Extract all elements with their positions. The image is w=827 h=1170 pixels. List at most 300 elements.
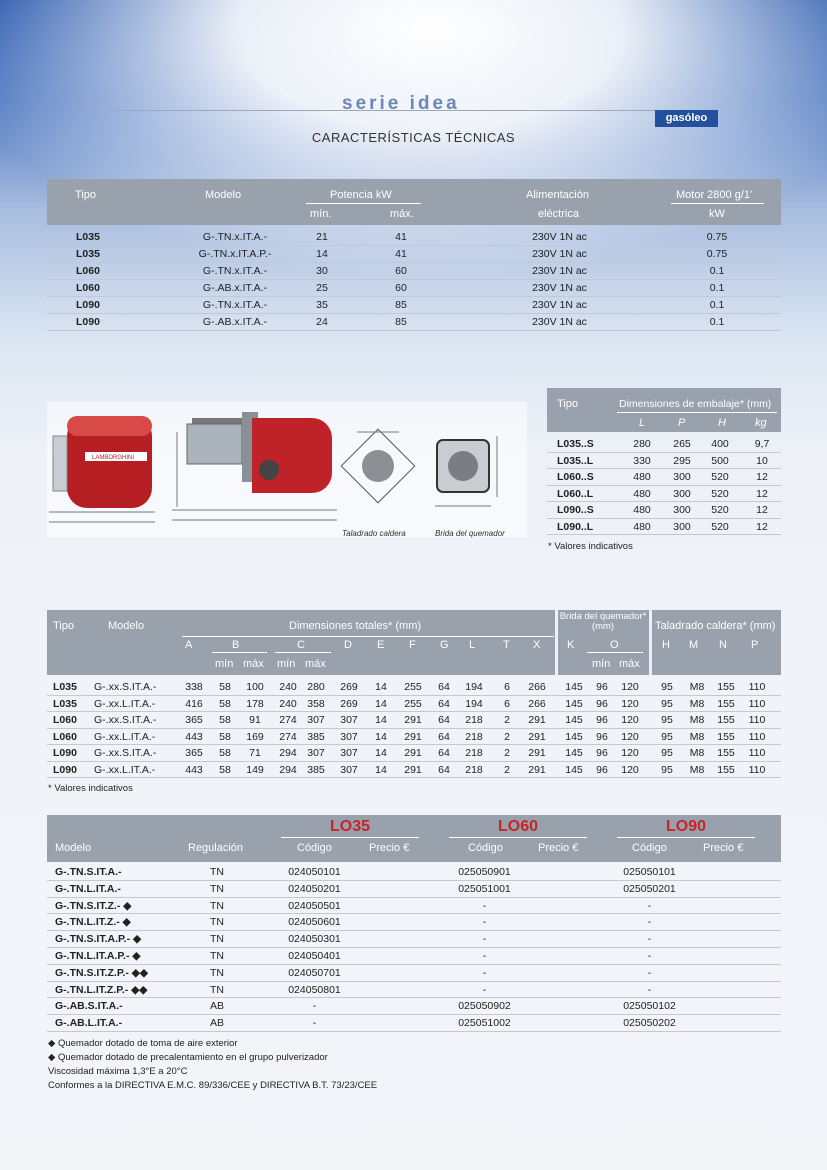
cell-kg: 12	[756, 471, 768, 483]
cell-c35: -	[312, 1017, 317, 1030]
cell-a: 338	[185, 681, 203, 693]
cell-kg: 10	[756, 454, 768, 467]
cell-kg: 12	[756, 487, 768, 500]
cell-p: 110	[748, 763, 766, 776]
cell-bmax: 149	[246, 763, 264, 776]
cell-cmin: 294	[279, 747, 297, 759]
cell-modelo: G-.TN.L.IT.A.-	[55, 882, 121, 895]
cell-modelo: G-.TN.L.IT.Z.- ◆	[55, 916, 131, 929]
cell-d: 307	[340, 763, 358, 776]
cell-c60: -	[482, 950, 487, 962]
cell-cmax: 385	[307, 763, 325, 776]
cell-c60: 025051002	[458, 1017, 511, 1030]
th-modelo: Modelo	[205, 189, 242, 201]
cell-p: 300	[673, 520, 691, 533]
th3-p: P	[751, 639, 759, 651]
cell-bmax: 71	[249, 747, 261, 759]
cell-c60: -	[482, 983, 487, 996]
cell-e: 14	[375, 681, 387, 693]
cell-c90: 025050201	[623, 882, 676, 895]
cell-alim: 230V 1N ac	[532, 299, 587, 311]
cell-modelo: G-.TN.S.IT.A.-	[55, 866, 122, 878]
cell-h: 520	[711, 504, 729, 516]
cell-modelo: G-.xx.L.IT.A.-	[94, 697, 156, 710]
footnote-2: ◆ Quemador dotado de precalentamiento en el grupo pulverizador	[48, 1052, 328, 1063]
th2-tipo: Tipo	[557, 398, 578, 410]
th2-kg: kg	[755, 417, 767, 429]
cell-tipo: L035..L	[557, 454, 594, 467]
cell-modelo: G-.TN.L.IT.A.P.- ◆	[55, 950, 141, 962]
cell-tipo: L060..S	[557, 471, 594, 483]
cell-reg: TN	[210, 983, 224, 996]
cell-min: 25	[316, 282, 328, 294]
footnote-3: Viscosidad máxima 1,3°E a 20°C	[48, 1066, 188, 1077]
cell-m: M8	[689, 714, 705, 726]
cell-h: 95	[661, 747, 673, 759]
fuel-badge: gasóleo	[655, 110, 718, 127]
cell-c60: 025050901	[458, 866, 511, 878]
table-row	[547, 436, 781, 453]
cell-kg: 12	[756, 504, 768, 516]
cell-tipo: L035..S	[557, 438, 594, 450]
cell-motor: 0.1	[709, 282, 725, 294]
cell-omax: 120	[621, 747, 639, 759]
cell-omin: 96	[596, 697, 608, 710]
cell-min: 30	[316, 265, 328, 277]
cell-c60: -	[482, 966, 487, 979]
cell-modelo: G-.TN.x.IT.A.-	[202, 231, 268, 243]
cell-tipo: L060	[53, 714, 77, 726]
cell-min: 21	[316, 231, 328, 243]
cell-g: 64	[438, 730, 450, 743]
cell-tipo: L060	[76, 265, 100, 277]
th4-codigo-35: Código	[297, 842, 332, 854]
cell-modelo: G-.xx.L.IT.A.-	[94, 730, 156, 743]
cell-c35: 024050801	[288, 983, 341, 996]
cell-e: 14	[375, 763, 387, 776]
cell-omax: 120	[621, 730, 639, 743]
cell-l: 194	[465, 681, 483, 693]
th3-x: X	[533, 639, 541, 651]
table-row	[47, 246, 781, 263]
cell-a: 365	[185, 747, 203, 759]
cell-modelo: G-.xx.S.IT.A.-	[94, 681, 157, 693]
cell-x: 266	[528, 681, 546, 693]
table-row	[47, 982, 781, 999]
cell-kg: 9,7	[754, 438, 770, 450]
cell-tipo: L090..S	[557, 504, 594, 516]
cell-h: 520	[711, 487, 729, 500]
cell-omin: 96	[596, 763, 608, 776]
model-lo90: LO90	[665, 818, 706, 835]
cell-c60: -	[482, 916, 487, 929]
cell-d: 269	[340, 681, 358, 693]
cell-bmin: 58	[219, 697, 231, 710]
cell-d: 307	[340, 747, 358, 759]
table4-header	[47, 815, 781, 862]
model-lo35: LO35	[329, 818, 370, 835]
cell-omax: 120	[621, 681, 639, 693]
cell-c60: -	[482, 933, 487, 946]
cell-reg: AB	[209, 1017, 224, 1030]
table-row	[47, 965, 781, 982]
cell-modelo: G-.TN.S.IT.A.P.- ◆	[55, 933, 142, 946]
table-row	[47, 712, 781, 729]
th4-regulacion: Regulación	[188, 842, 244, 854]
cell-a: 443	[185, 763, 203, 776]
cell-omin: 96	[596, 747, 608, 759]
cell-modelo: G-.TN.L.IT.Z.P.- ◆◆	[55, 983, 148, 996]
cell-modelo: G-.AB.S.IT.A.-	[55, 1000, 123, 1013]
cell-p: 300	[673, 471, 691, 483]
cell-l: 280	[633, 438, 651, 450]
table-row	[47, 1015, 781, 1032]
cell-omin: 96	[596, 730, 608, 743]
cell-e: 14	[375, 714, 387, 726]
cell-cmin: 274	[279, 730, 297, 743]
cell-tipo: L090	[76, 316, 100, 328]
table-row	[47, 229, 781, 246]
cell-cmax: 385	[307, 730, 325, 743]
table-row	[47, 931, 781, 948]
th3-minmax: máx	[619, 658, 640, 670]
table-row	[547, 453, 781, 470]
cell-d: 307	[340, 730, 358, 743]
cell-tipo: L090..L	[557, 520, 594, 533]
cell-m: M8	[689, 730, 705, 743]
cell-k: 145	[565, 697, 583, 710]
cell-m: M8	[689, 697, 705, 710]
cell-c35: 024050701	[288, 966, 341, 979]
cell-modelo: G-.xx.S.IT.A.-	[94, 714, 157, 726]
cell-c60: 025051001	[458, 882, 511, 895]
cell-tipo: L090	[53, 747, 77, 759]
cell-f: 291	[404, 747, 422, 759]
cell-alim: 230V 1N ac	[532, 316, 587, 328]
th3-brida: Brida del quemador* (mm)	[559, 611, 647, 632]
cell-alim: 230V 1N ac	[532, 282, 587, 294]
cell-g: 64	[438, 681, 450, 693]
cell-c90: 025050101	[623, 866, 676, 878]
th3-tipo: Tipo	[53, 620, 74, 632]
cell-p: 110	[748, 697, 766, 710]
cell-min: 35	[316, 299, 328, 311]
th3-k: K	[567, 639, 575, 651]
cell-h: 95	[661, 697, 673, 710]
table2-note: * Valores indicativos	[548, 541, 633, 552]
cell-reg: TN	[210, 882, 224, 895]
cell-bmax: 178	[246, 697, 264, 710]
th-alimentacion: Alimentación	[526, 189, 589, 201]
cell-alim: 230V 1N ac	[532, 248, 587, 260]
cell-l: 480	[633, 504, 651, 516]
th3-dimensiones: Dimensiones totales* (mm)	[289, 620, 422, 632]
cell-tipo: L035	[53, 681, 77, 693]
th2-h: H	[718, 417, 726, 429]
cell-modelo: G-.xx.L.IT.A.-	[94, 763, 156, 776]
cell-g: 64	[438, 763, 450, 776]
cell-cmax: 307	[307, 714, 325, 726]
footnote-4: Conformes a la DIRECTIVA E.M.C. 89/336/CEE y DIRECTIVA B.T. 73/23/CEE	[48, 1080, 378, 1091]
cell-t: 2	[504, 763, 510, 776]
cell-reg: TN	[210, 966, 224, 979]
table-row	[547, 519, 781, 536]
table-row	[47, 864, 781, 881]
cell-k: 145	[565, 714, 583, 726]
table2-header	[547, 388, 781, 432]
cell-t: 6	[504, 697, 510, 710]
cell-reg: AB	[209, 1000, 224, 1013]
th3-a: A	[185, 639, 193, 651]
cell-bmax: 91	[249, 714, 261, 726]
cell-g: 64	[438, 747, 450, 759]
th3-modelo: Modelo	[108, 620, 145, 632]
cell-h: 95	[661, 763, 673, 776]
cell-p: 110	[748, 747, 766, 759]
cell-l: 218	[465, 730, 483, 743]
cell-h: 520	[711, 520, 729, 533]
cell-n: 155	[717, 763, 735, 776]
cell-alim: 230V 1N ac	[532, 231, 587, 243]
cell-l: 218	[465, 763, 483, 776]
th3-n: N	[719, 639, 727, 651]
th4-modelo: Modelo	[55, 842, 92, 854]
table-row	[47, 898, 781, 915]
cell-tipo: L035	[76, 248, 100, 260]
th2-l: L	[639, 417, 646, 429]
cell-h: 520	[711, 471, 729, 483]
cell-cmin: 294	[279, 763, 297, 776]
th3-g: G	[440, 639, 449, 651]
caption-brida: Brida del quemador	[435, 529, 505, 538]
cell-d: 307	[340, 714, 358, 726]
cell-modelo: G-.TN.x.IT.A.P.-	[198, 248, 272, 260]
cell-modelo: G-.xx.S.IT.A.-	[94, 747, 157, 759]
cell-omax: 120	[621, 714, 639, 726]
cell-max: 41	[395, 248, 407, 260]
cell-bmin: 58	[219, 730, 231, 743]
cell-reg: TN	[210, 950, 224, 962]
cell-reg: TN	[210, 899, 224, 912]
cell-a: 416	[185, 697, 203, 710]
footnote-1: ◆ Quemador dotado de toma de aire exterior	[48, 1038, 238, 1049]
th3-minmax: mín	[215, 658, 234, 670]
cell-x: 291	[528, 730, 546, 743]
cell-tipo: L060..L	[557, 487, 594, 500]
cell-motor: 0.75	[706, 231, 728, 243]
cell-cmax: 280	[307, 681, 325, 693]
cell-bmin: 58	[219, 763, 231, 776]
cell-max: 60	[395, 265, 407, 277]
table-row	[47, 280, 781, 297]
cell-bmax: 100	[246, 681, 264, 693]
cell-h: 500	[711, 454, 729, 467]
cell-omax: 120	[621, 763, 639, 776]
cell-tipo: L090	[76, 299, 100, 311]
th2-p: P	[678, 417, 686, 429]
th3-d: D	[344, 639, 352, 651]
cell-modelo: G-.AB.L.IT.A.-	[55, 1017, 123, 1030]
cell-c90: -	[647, 933, 652, 946]
th3-e: E	[377, 639, 385, 651]
cell-g: 64	[438, 697, 450, 710]
cell-m: M8	[689, 763, 705, 776]
th3-o: O	[610, 639, 619, 651]
cell-cmin: 240	[279, 697, 297, 710]
cell-c60: -	[482, 899, 487, 912]
cell-l: 480	[633, 520, 651, 533]
th4-precio-90: Precio €	[703, 842, 744, 854]
cell-e: 14	[375, 747, 387, 759]
th-tipo: Tipo	[75, 189, 96, 201]
cell-l: 480	[633, 471, 651, 483]
cell-t: 6	[504, 681, 510, 693]
table-row	[547, 486, 781, 503]
cell-n: 155	[717, 697, 735, 710]
cell-k: 145	[565, 730, 583, 743]
cell-tipo: L035	[53, 697, 77, 710]
cell-p: 300	[673, 487, 691, 500]
cell-n: 155	[717, 681, 735, 693]
cell-d: 269	[340, 697, 358, 710]
cell-modelo: G-.TN.x.IT.A.-	[202, 265, 268, 277]
cell-cmax: 307	[307, 747, 325, 759]
cell-max: 41	[395, 231, 407, 243]
th4-codigo-60: Código	[468, 842, 503, 854]
cell-f: 255	[404, 697, 422, 710]
cell-n: 155	[717, 730, 735, 743]
cell-reg: TN	[210, 916, 224, 929]
cell-motor: 0.75	[706, 248, 728, 260]
th3-m: M	[689, 639, 699, 651]
table-row	[547, 469, 781, 486]
cell-c90: -	[647, 916, 652, 929]
cell-max: 60	[395, 282, 407, 294]
cell-h: 400	[711, 438, 729, 450]
cell-modelo: G-.TN.x.IT.A.-	[202, 299, 268, 311]
cell-c35: 024050401	[288, 950, 341, 962]
cell-e: 14	[375, 730, 387, 743]
cell-tipo: L060	[53, 730, 77, 743]
cell-c90: 025050102	[623, 1000, 676, 1013]
cell-bmin: 58	[219, 747, 231, 759]
svg-text:LAMBORGHINI: LAMBORGHINI	[92, 455, 135, 461]
cell-motor: 0.1	[709, 316, 725, 328]
caption-taladrado: Taladrado caldera	[342, 529, 406, 538]
cell-k: 145	[565, 747, 583, 759]
cell-c35: 024050601	[288, 916, 341, 929]
cell-min: 14	[316, 248, 328, 260]
cell-omax: 120	[621, 697, 639, 710]
series-title: serie idea	[342, 93, 460, 114]
th4-precio-35: Precio €	[369, 842, 410, 854]
cell-c35: 024050501	[288, 899, 341, 912]
cell-e: 14	[375, 697, 387, 710]
cell-m: M8	[689, 747, 705, 759]
th3-l: L	[469, 639, 476, 651]
th4-precio-60: Precio €	[538, 842, 579, 854]
cell-bmin: 58	[219, 681, 231, 693]
cell-h: 95	[661, 730, 673, 743]
th3-taladrado: Taladrado caldera* (mm)	[655, 620, 776, 632]
cell-cmax: 358	[307, 697, 325, 710]
th-motor: Motor 2800 g/1'	[676, 189, 753, 201]
cell-motor: 0.1	[709, 265, 725, 277]
table-row	[47, 696, 781, 713]
cell-x: 291	[528, 747, 546, 759]
cell-l: 330	[633, 454, 651, 467]
cell-reg: TN	[210, 933, 224, 946]
cell-f: 255	[404, 681, 422, 693]
cell-h: 95	[661, 714, 673, 726]
cell-max: 85	[395, 316, 407, 328]
cell-p: 110	[748, 730, 766, 743]
cell-c35: 024050301	[288, 933, 341, 946]
cell-m: M8	[689, 681, 705, 693]
model-lo60: LO60	[497, 818, 538, 835]
cell-c35: -	[312, 1000, 317, 1013]
cell-c35: 024050101	[288, 866, 341, 878]
cell-reg: TN	[210, 866, 224, 878]
cell-modelo: G-.TN.S.IT.Z.- ◆	[55, 899, 132, 912]
cell-motor: 0.1	[709, 299, 725, 311]
cell-n: 155	[717, 747, 735, 759]
cell-l: 194	[465, 697, 483, 710]
th3-minmax: mín	[277, 658, 296, 670]
cell-c90: 025050202	[623, 1017, 676, 1030]
table-row	[47, 314, 781, 331]
table3-header	[47, 610, 781, 675]
th3-minmax: mín	[592, 658, 611, 670]
cell-p: 110	[748, 681, 766, 693]
cell-f: 291	[404, 714, 422, 726]
cell-g: 64	[438, 714, 450, 726]
page-subtitle: CARACTERÍSTICAS TÉCNICAS	[311, 130, 516, 145]
burner-illustrations	[47, 402, 527, 537]
table-row	[47, 762, 781, 779]
cell-c90: -	[647, 966, 652, 979]
th3-b: B	[232, 639, 240, 651]
cell-p: 265	[673, 438, 691, 450]
cell-omin: 96	[596, 681, 608, 693]
cell-h: 95	[661, 681, 673, 693]
table-row	[47, 998, 781, 1015]
th-min: mín.	[310, 208, 332, 220]
cell-modelo: G-.AB.x.IT.A.-	[202, 316, 268, 328]
cell-p: 300	[673, 504, 691, 516]
cell-cmin: 274	[279, 714, 297, 726]
cell-c90: -	[647, 983, 652, 996]
table3-note: * Valores indicativos	[48, 783, 133, 794]
cell-alim: 230V 1N ac	[532, 265, 587, 277]
cell-n: 155	[717, 714, 735, 726]
cell-p: 295	[673, 454, 691, 467]
table-row	[47, 881, 781, 898]
cell-f: 291	[404, 763, 422, 776]
cell-max: 85	[395, 299, 407, 311]
cell-tipo: L035	[76, 231, 100, 243]
th-max: máx.	[390, 208, 414, 220]
table1-header	[47, 179, 781, 225]
cell-modelo: G-.AB.x.IT.A.-	[202, 282, 268, 294]
cell-tipo: L090	[53, 763, 77, 776]
cell-x: 291	[528, 714, 546, 726]
cell-k: 145	[565, 763, 583, 776]
cell-c90: -	[647, 899, 652, 912]
cell-t: 2	[504, 730, 510, 743]
cell-bmin: 58	[219, 714, 231, 726]
cell-l: 218	[465, 714, 483, 726]
